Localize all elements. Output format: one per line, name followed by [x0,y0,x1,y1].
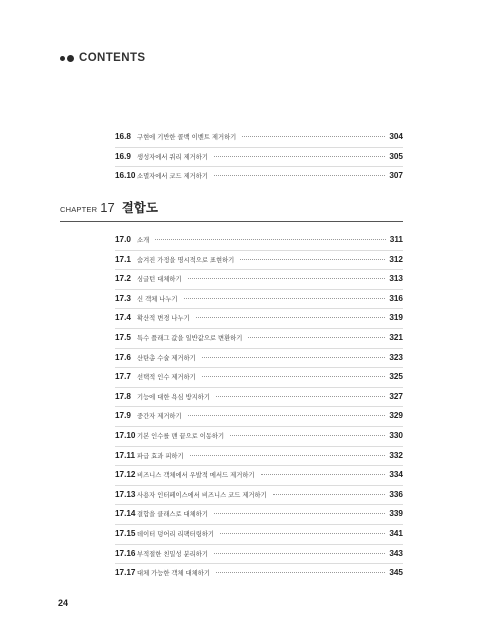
chapter-title: 결합도 [121,200,158,215]
toc-entry-title: 소멸자에서 코드 제거하기 [137,173,208,181]
toc-entry-title: 생성자에서 쿼리 제거하기 [137,153,208,161]
toc-entry-title: 기본 인수를 맨 끝으로 이동하기 [137,432,225,440]
dot-leader [214,174,385,176]
toc-entry-title: 구현에 기반한 콜백 이벤트 제거하기 [137,134,237,141]
dot-leader [216,571,385,573]
toc-entry-page: 343 [389,548,403,558]
toc-entry-number: 16.10 [115,171,136,181]
toc-entry-number: 17.8 [115,391,131,401]
dot-leader [188,414,386,416]
toc-entry-title: 대체 가능한 객체 대체하기 [137,570,210,578]
toc-entry[interactable] [115,270,403,290]
toc-entry-number: 17.6 [115,352,131,362]
chapter-label: CHAPTER [60,205,98,214]
toc-entry-page: 307 [389,171,403,181]
toc-entry[interactable] [115,466,403,486]
toc-entry[interactable] [115,309,403,329]
toc-entry-number: 17.14 [115,509,136,519]
toc-entry-number: 17.16 [115,548,136,558]
toc-entry-page: 316 [389,293,403,303]
toc-entry-title: 산탄총 수술 제거하기 [137,354,196,362]
toc-entry-number: 17.7 [115,372,131,382]
toc-entry-number: 16.8 [115,132,131,141]
toc-entry-number: 17.17 [115,568,136,578]
contents-title: CONTENTS [79,52,146,64]
toc-entry-title: 중간자 제거하기 [137,413,182,421]
toc-entry-title: 선택적 인수 제거하기 [137,374,196,382]
toc-entry[interactable] [115,545,403,565]
toc-entry-title: 확산적 변경 나누기 [137,315,190,323]
toc-entry-page: 305 [389,151,403,161]
toc-entry-page: 334 [389,470,403,480]
toc-entry[interactable] [115,564,403,583]
toc-entry-number: 17.10 [115,430,136,440]
toc-entry-title: 비즈니스 객체에서 우발적 메서드 제거하기 [137,472,255,480]
chapter-number: 17 [100,200,115,215]
toc-entry[interactable] [115,128,403,148]
dot-leader [214,512,385,514]
bullet-dots-icon [60,55,74,62]
contents-header [60,52,145,64]
toc-entry-page: 313 [389,274,403,284]
toc-entry-page: 323 [389,352,403,362]
chapter-divider [60,221,403,222]
toc-entry-title: 신 객체 나누기 [137,295,178,303]
dot-leader [188,277,386,279]
dot-leader [196,316,386,318]
toc-entry[interactable] [115,447,403,467]
toc-section-16 [115,128,403,186]
dot-leader [242,135,385,137]
toc-entry-number: 17.4 [115,313,131,323]
toc-entry-number: 17.11 [115,450,136,460]
toc-entry[interactable] [115,290,403,310]
toc-entry-page: 341 [389,528,403,538]
toc-entry-number: 17.1 [115,254,131,264]
toc-entry[interactable] [115,167,403,186]
toc-entry-page: 345 [389,568,403,578]
toc-section-17 [115,231,403,583]
dot-leader [248,336,385,338]
toc-entry-title: 특수 플래그 값을 일반값으로 변환하기 [137,334,243,342]
toc-entry-page: 304 [389,132,403,141]
toc-entry-title: 숨겨진 가정을 명시적으로 표현하기 [137,256,235,264]
toc-entry-page: 329 [389,411,403,421]
toc-entry-number: 17.12 [115,470,136,480]
toc-entry-number: 17.5 [115,332,131,342]
toc-entry-page: 311 [389,235,403,244]
dot-leader [214,155,385,157]
toc-entry-title: 결합을 클래스로 대체하기 [137,511,208,519]
dot-leader [155,238,386,240]
toc-entry[interactable] [115,231,403,251]
dot-leader [220,532,385,534]
toc-entry-number: 17.3 [115,293,131,303]
toc-entry[interactable] [115,368,403,388]
toc-entry[interactable] [115,349,403,369]
toc-entry[interactable] [115,388,403,408]
chapter-heading [60,198,403,216]
toc-entry[interactable] [115,251,403,271]
toc-entry-number: 17.9 [115,411,131,421]
dot-leader [214,552,385,554]
toc-entry-number: 17.0 [115,235,131,244]
toc-entry[interactable] [115,329,403,349]
toc-entry[interactable] [115,407,403,427]
toc-entry-title: 데이터 덩어리 리팩터링하기 [137,530,214,538]
toc-entry-page: 332 [389,450,403,460]
dot-leader [240,258,385,260]
toc-entry-number: 17.15 [115,528,136,538]
toc-entry-page: 321 [389,332,403,342]
dot-leader [261,473,386,475]
toc-entry-page: 319 [389,313,403,323]
toc-entry-page: 325 [389,372,403,382]
dot-leader [273,493,386,495]
toc-entry-title: 싱글턴 대체하기 [137,276,182,284]
toc-entry-title: 기능에 대한 욕심 방지하기 [137,393,210,401]
toc-entry[interactable] [115,148,403,168]
dot-leader [202,356,386,358]
dot-leader [202,375,386,377]
dot-leader [230,434,385,436]
toc-entry-title: 파급 효과 피하기 [137,452,184,460]
toc-entry-title: 부적절한 친밀성 분리하기 [137,550,208,558]
toc-entry-page: 312 [389,254,403,264]
dot-leader [184,297,386,299]
toc-entry[interactable] [115,525,403,545]
dot-leader [216,395,385,397]
toc-entry-page: 330 [389,430,403,440]
toc-entry-page: 339 [389,509,403,519]
dot-leader [190,454,386,456]
toc-entry-page: 327 [389,391,403,401]
page-number: 24 [58,598,69,608]
toc-entry[interactable] [115,486,403,506]
toc-entry-number: 17.13 [115,489,136,499]
toc-entry[interactable] [115,505,403,525]
toc-entry-page: 336 [389,489,403,499]
toc-entry-number: 17.2 [115,274,131,284]
toc-entry[interactable] [115,427,403,447]
toc-entry-title: 사용자 인터페이스에서 비즈니스 코드 제거하기 [137,491,267,499]
toc-entry-title: 소개 [137,237,150,244]
toc-entry-number: 16.9 [115,151,131,161]
